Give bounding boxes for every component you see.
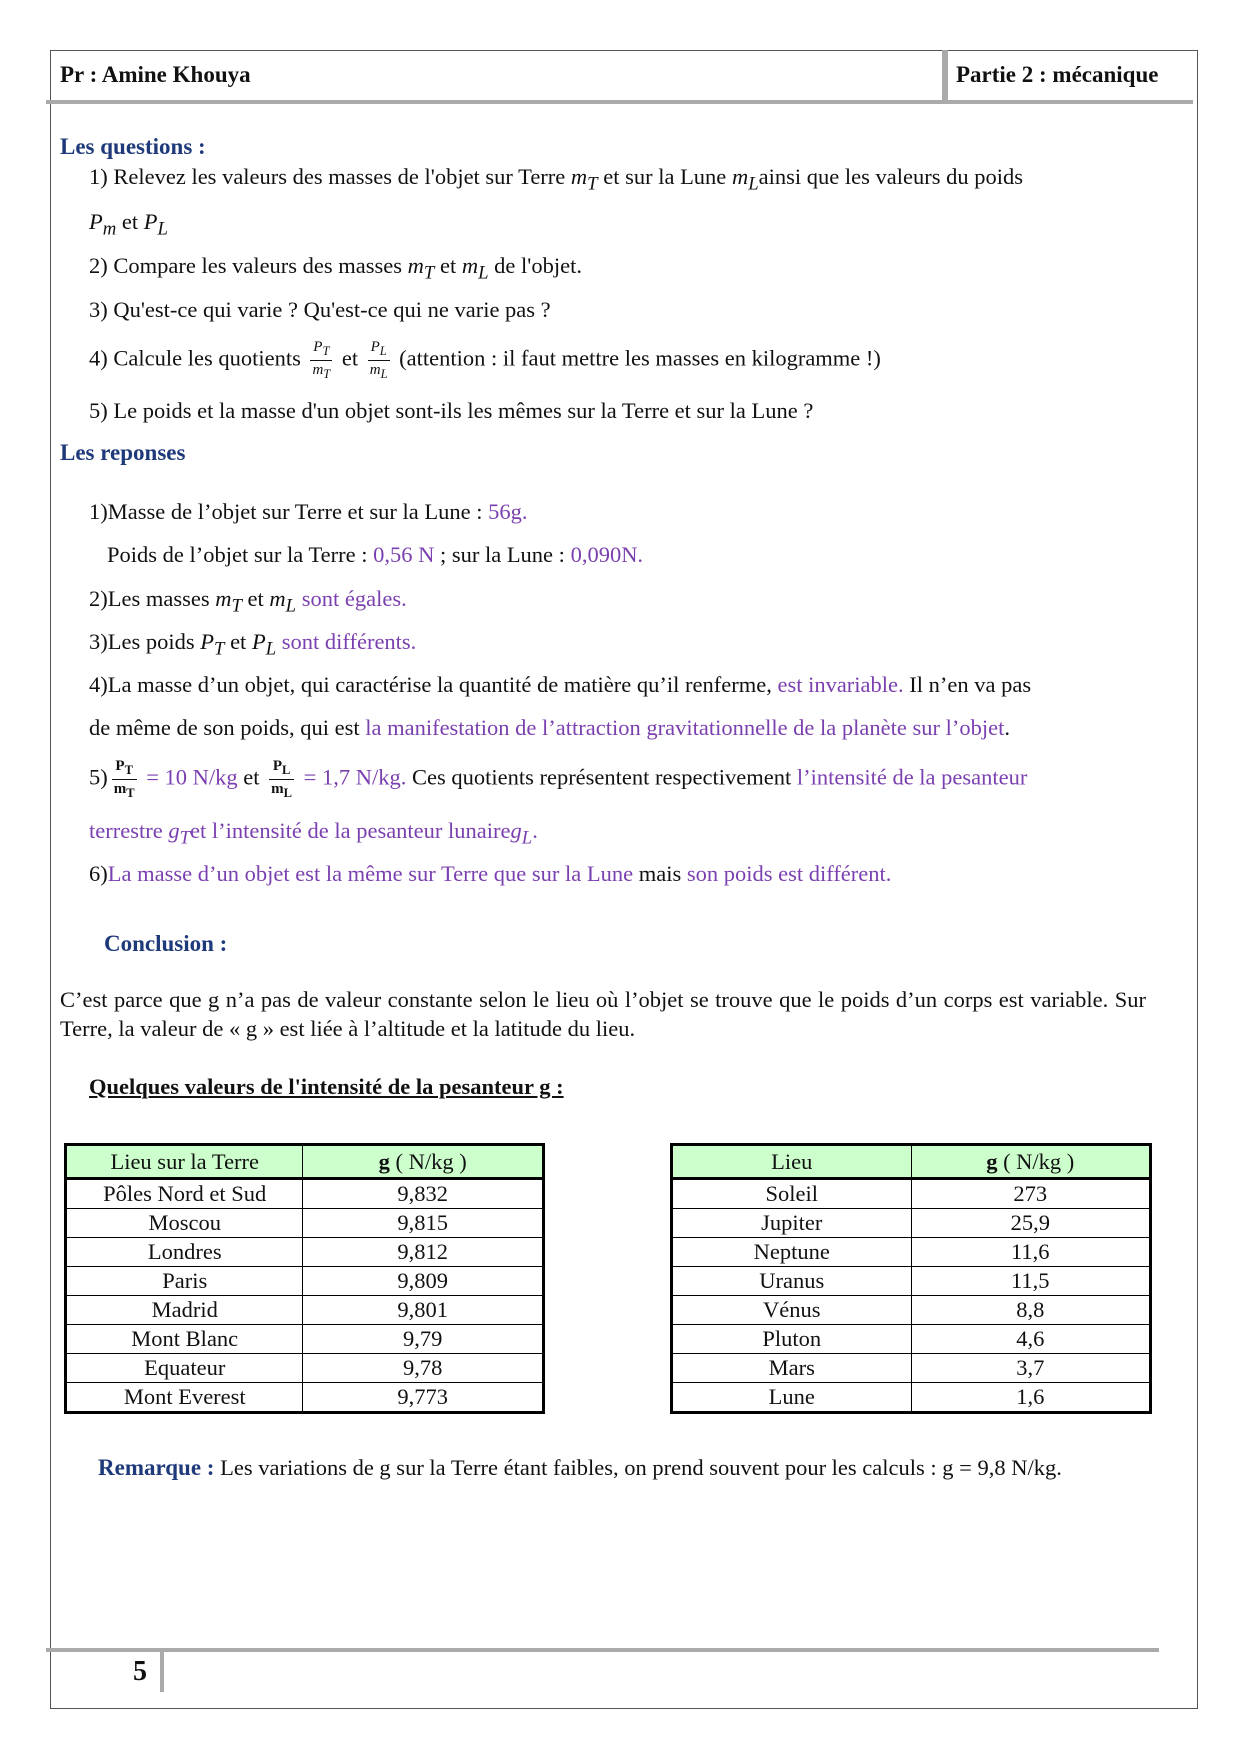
col-header-place: Lieu sur la Terre xyxy=(66,1145,303,1179)
table-row: Londres 9,812 xyxy=(66,1238,544,1267)
question-5: 5) Le poids et la masse d'un objet sont-ils les mêmes sur la Terre et sur la Lune ? xyxy=(89,398,814,423)
earth-g-table xyxy=(64,1143,545,1414)
col-header-g: g ( N/kg ) xyxy=(911,1145,1151,1179)
answer-1-weights: Poids de l’objet sur la Terre : 0,56 N ; sur la Lune : 0,090N. xyxy=(107,542,644,567)
header-rule xyxy=(46,100,1193,104)
remark-label: Remarque : xyxy=(98,1455,215,1480)
fraction-PT-over-mT-bold: $\frac{P_T}{m_T}$ xyxy=(113,758,135,800)
conclusion-title: Conclusion : xyxy=(104,931,228,956)
footer-divider xyxy=(160,1652,164,1692)
answer-4-line-2: de même de son poids, qui est la manifestation de l’attraction gravitationnelle de la planète sur l’objet. xyxy=(89,715,1010,740)
table-row: Pôles Nord et Sud 9,832 xyxy=(66,1179,544,1209)
table-row: Madrid 9,801 xyxy=(66,1296,544,1325)
page-number: 5 xyxy=(133,1656,147,1687)
answer-6: 6)La masse d’un objet est la même sur Terre que sur la Lune mais son poids est différent. xyxy=(89,861,892,886)
table-row: Paris 9,809 xyxy=(66,1267,544,1296)
remark-text: Les variations de g sur la Terre étant faibles, on prend souvent pour les calculs : g = 9,8 N/kg. xyxy=(220,1455,1062,1480)
answer-1: 1)Masse de l’objet sur Terre et sur la Lune : 56g. xyxy=(89,499,528,524)
header-part: Partie 2 : mécanique xyxy=(956,62,1159,87)
table-row: Mont Everest 9,773 xyxy=(66,1383,544,1413)
question-3: 3) Qu'est-ce qui varie ? Qu'est-ce qui ne varie pas ? xyxy=(89,297,551,322)
fraction-PT-over-mT: $\frac{P_T}{m_T}$ xyxy=(312,339,331,381)
table-row: Uranus 11,5 xyxy=(672,1267,1151,1296)
table-row: Equateur 9,78 xyxy=(66,1354,544,1383)
header-divider xyxy=(942,50,948,101)
question-1-line-1: 1) Relevez les valeurs des masses de l'objet sur Terre $m_T$ et sur la Lune $m_Lainsi$ que les valeurs du poids xyxy=(89,164,1023,195)
fraction-PL-over-mL: $\frac{P_L}{m_L}$ xyxy=(369,339,388,381)
tables-title: Quelques valeurs de l'intensité de la pesanteur g : xyxy=(89,1074,564,1099)
header-author: Pr : Amine Khouya xyxy=(60,62,251,87)
table-row: Moscou 9,815 xyxy=(66,1209,544,1238)
question-2: 2) Compare les valeurs des masses $m_T$ et $m_L$ de l'objet. xyxy=(89,253,582,284)
table-row: Mont Blanc 9,79 xyxy=(66,1325,544,1354)
table-row: Mars 3,7 xyxy=(672,1354,1151,1383)
planets-g-table xyxy=(670,1143,1152,1414)
table-row: Jupiter 25,9 xyxy=(672,1209,1151,1238)
table-row: Pluton 4,6 xyxy=(672,1325,1151,1354)
answer-5-line-2: terrestre $g_Tet$ l’intensité de la pesanteur lunaireg$_L$. xyxy=(89,818,538,849)
answers-title: Les reponses xyxy=(60,440,186,465)
table-header-row xyxy=(672,1145,1151,1179)
col-header-place: Lieu xyxy=(672,1145,912,1179)
questions-title: Les questions : xyxy=(60,134,206,159)
answer-4-line-1: 4)La masse d’un objet, qui caractérise la quantité de matière qu’il renferme, est invariable. Il n’en va pas xyxy=(89,672,1032,697)
answer-3: 3)Les poids $P_T$ et $P_L$ sont différents. xyxy=(89,629,417,660)
answer-2: 2)Les masses $m_T$ et $m_L$ sont égales. xyxy=(89,586,407,617)
fraction-PL-over-mL-bold: $\frac{P_L}{m_L}$ xyxy=(271,758,293,800)
table-row: Neptune 11,6 xyxy=(672,1238,1151,1267)
table-header-row xyxy=(66,1145,544,1179)
table-row: Soleil 273 xyxy=(672,1179,1151,1209)
question-1-line-2: $P_m$ et $P_L$ xyxy=(89,209,168,240)
footer-rule xyxy=(46,1648,1159,1652)
question-4: 4) Calcule les quotients $\frac{P_T}{m_T}$ et $\frac{P_L}{m_L}$ (attention : il faut mettre les masses en kilogramme !) xyxy=(89,339,881,381)
table-row: Lune 1,6 xyxy=(672,1383,1151,1413)
remark xyxy=(98,1453,1146,1482)
table-row: Vénus 8,8 xyxy=(672,1296,1151,1325)
conclusion-text: C’est parce que g n’a pas de valeur constante selon le lieu où l’objet se trouve que le poids d’un corps est variable. Sur Terre, la valeur de « g » est liée à l’altitude et la latitude du lieu. xyxy=(60,987,1146,1041)
col-header-g: g ( N/kg ) xyxy=(303,1145,544,1179)
answer-5-line-1: 5) $\frac{P_T}{m_T}$ = 10 N/kg et $\frac{P_L}{m_L}$ = 1,7 N/kg. Ces quotients représentent respectivement l’intensité de la pesanteur xyxy=(89,758,1028,800)
